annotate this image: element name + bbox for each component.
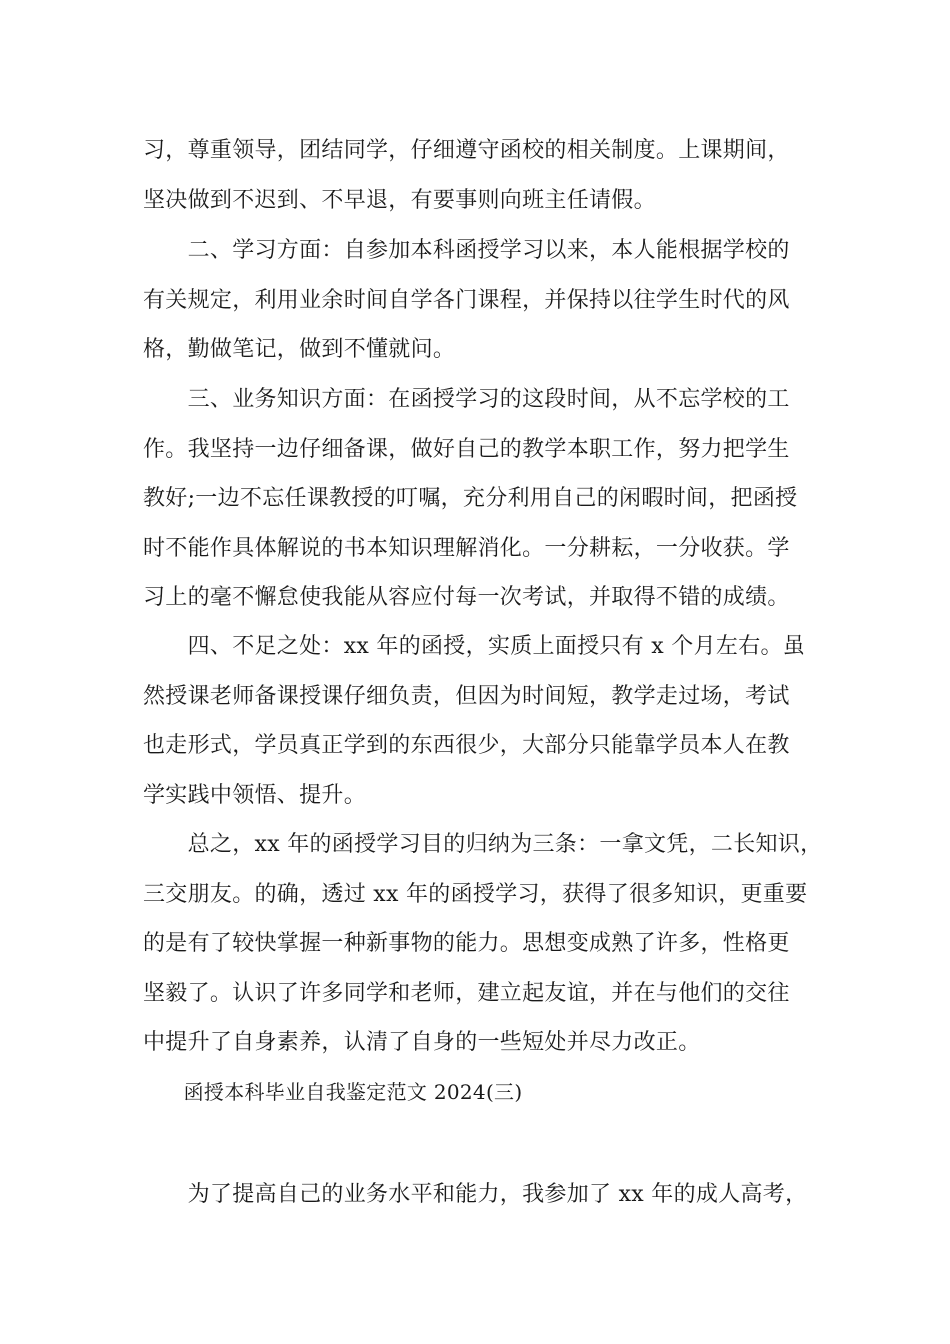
text-line: 时不能作具体解说的书本知识理解消化。一分耕耘，一分收获。学 xyxy=(143,535,790,561)
text-line: 然授课老师备课授课仔细负责，但因为时间短，教学走过场，考试 xyxy=(143,683,790,709)
paragraph-3 xyxy=(143,375,813,623)
text-line: 中提升了自身素养，认清了自身的一些短处并尽力改正。 xyxy=(143,1030,701,1055)
paragraph-4 xyxy=(143,622,813,820)
text-line: 四、不足之处：xx 年的函授，实质上面授只有 x 个月左右。虽 xyxy=(143,634,806,659)
text-line: 也走形式，学员真正学到的东西很少，大部分只能靠学员本人在教 xyxy=(143,733,790,758)
text-line: 二、学习方面：自参加本科函授学习以来，本人能根据学校的 xyxy=(143,238,790,263)
text-line: 三、业务知识方面：在函授学习的这段时间，从不忘学校的工 xyxy=(143,387,790,412)
text-line: 的是有了较快掌握一种新事物的能力。思想变成熟了许多，性格更 xyxy=(143,931,790,956)
paragraph-5 xyxy=(143,820,823,1068)
text-line: 教好;一边不忘任课教授的叮嘱，充分利用自己的闲暇时间，把函授 xyxy=(143,486,798,511)
text-line: 坚毅了。认识了许多同学和老师，建立起友谊，并在与他们的交往 xyxy=(143,980,790,1006)
text-line: 习，尊重领导，团结同学，仔细遵守函校的相关制度。上课期间， xyxy=(143,138,790,163)
text-line: 格，勤做笔记，做到不懂就问。 xyxy=(143,337,456,362)
paragraph-6 xyxy=(143,1170,813,1220)
text-line: 总之，xx 年的函授学习目的归纳为三条：一拿文凭，二长知识， xyxy=(143,832,823,857)
section-heading xyxy=(143,1068,813,1118)
text-line: 三交朋友。的确，透过 xx 年的函授学习，获得了很多知识，更重要 xyxy=(143,881,808,907)
text-line: 坚决做到不迟到、不早退，有要事则向班主任请假。 xyxy=(143,187,656,213)
text-line: 习上的毫不懈怠使我能从容应付每一次考试，并取得不错的成绩。 xyxy=(143,585,790,610)
paragraph-1 xyxy=(143,126,813,225)
text-line: 作。我坚持一边仔细备课，做好自己的教学本职工作，努力把学生 xyxy=(143,436,790,462)
heading-text: 函授本科毕业自我鉴定范文 2024(三) xyxy=(143,1080,523,1104)
text-line: 有关规定，利用业余时间自学各门课程，并保持以往学生时代的风 xyxy=(143,287,790,313)
paragraph-2 xyxy=(143,226,813,375)
text-line: 为了提高自己的业务水平和能力，我参加了 xx 年的成人高考， xyxy=(143,1182,808,1207)
text-line: 学实践中领悟、提升。 xyxy=(143,782,367,808)
